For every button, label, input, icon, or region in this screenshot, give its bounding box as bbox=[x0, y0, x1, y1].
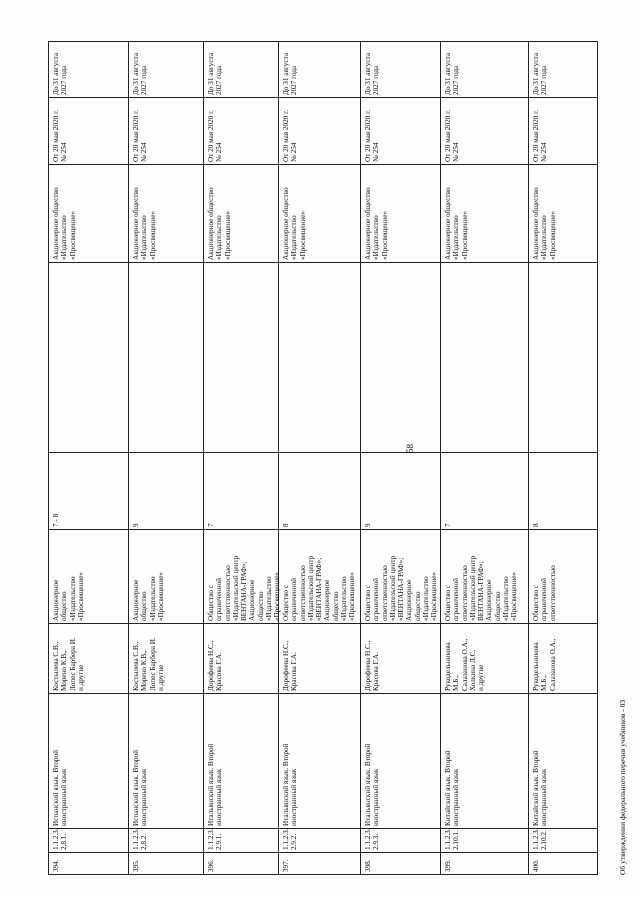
cell-publisher: Общество с ограниченной ответственностью «Издательский центр ВЕНТАНА-ГРАФ»; Акционерное общество «Издательство «Просвещение» bbox=[444, 555, 519, 621]
cell-publisher: Общество с ограниченной ответственностью bbox=[532, 565, 557, 621]
cell-order: От 20 мая 2020 г. № 254 bbox=[444, 109, 461, 162]
cell-authors: Рукодельникова М.Б., Салазанова О.А., Холкина Л.С. и другие bbox=[444, 638, 486, 691]
cell-extra bbox=[444, 263, 528, 453]
cell-authors: Дорофеева Н.С., Красова Г.А. bbox=[364, 640, 381, 691]
cell-publisher: Акционерное общество «Издательство «Просвещение» bbox=[132, 571, 165, 621]
table-row bbox=[128, 41, 203, 875]
cell-code: 1.1.2.3. 2.9.3. bbox=[364, 828, 381, 850]
textbook-table bbox=[48, 41, 598, 875]
cell-title: Испанский язык. Второй иностранный язык bbox=[132, 750, 149, 826]
cell-order: От 20 мая 2020 г. № 254 bbox=[207, 109, 224, 162]
cell-term: До 31 августа 2027 года bbox=[207, 52, 224, 95]
cell-num: 400. bbox=[532, 859, 540, 872]
table-row bbox=[360, 41, 440, 875]
cell-extra bbox=[207, 263, 278, 453]
cell-num: 395. bbox=[132, 859, 140, 872]
cell-org: Акционерное общество «Издательство «Просвещение» bbox=[207, 187, 232, 260]
cell-code: 1.1.2.3. 2.10.1. bbox=[444, 828, 461, 850]
table-row bbox=[48, 41, 128, 875]
cell-org: Акционерное общество «Издательство «Просвещение» bbox=[132, 187, 157, 260]
cell-order: От 20 мая 2020 г. № 254 bbox=[52, 109, 69, 162]
cell-num: 394. bbox=[52, 859, 60, 872]
cell-term: До 31 августа 2027 года bbox=[132, 52, 149, 95]
cell-title: Итальянский язык. Второй иностранный язык bbox=[364, 743, 381, 826]
cell-term: До 31 августа 2027 года bbox=[532, 52, 549, 95]
cell-grade: 9 bbox=[132, 523, 140, 527]
cell-extra bbox=[52, 263, 128, 453]
cell-extra bbox=[532, 263, 598, 453]
cell-code: 1.1.2.3. 2.10.2. bbox=[532, 828, 549, 850]
footer-note: Об утверждении федерального перечня учебников - 03 bbox=[618, 699, 627, 875]
cell-authors: Дорофеева Н.С., Красова Г.А. bbox=[282, 640, 299, 691]
cell-code: 1.1.2.3. 2.9.2. bbox=[282, 828, 299, 850]
cell-publisher: Общество с ограниченной ответственностью «Издательский центр ВЕНТАНА-ГРАФ»; Акционерное общество «Издательство «Просвещение» bbox=[207, 555, 282, 621]
cell-code: 1.1.2.3. 2.9.1. bbox=[207, 828, 224, 850]
table-row bbox=[528, 41, 598, 875]
cell-title: Китайский язык. Второй иностранный язык bbox=[532, 750, 549, 826]
cell-title: Китайский язык. Второй иностранный язык bbox=[444, 750, 461, 826]
cell-authors: Дорофеева Н.С., Красова Г.А. bbox=[207, 640, 224, 691]
cell-grade: 8 bbox=[282, 523, 290, 527]
cell-order: От 20 мая 2020 г. № 254 bbox=[132, 109, 149, 162]
cell-num: 396. bbox=[207, 859, 215, 872]
cell-org: Акционерное общество «Издательство «Просвещение» bbox=[364, 187, 389, 260]
cell-org: Акционерное общество «Издательство «Просвещение» bbox=[52, 187, 77, 260]
cell-org: Акционерное общество «Издательство «Просвещение» bbox=[532, 187, 557, 260]
cell-title: Испанский язык. Второй иностранный язык bbox=[52, 750, 69, 826]
cell-title: Итальянский язык. Второй иностранный язык bbox=[282, 743, 299, 826]
table-row bbox=[440, 41, 528, 875]
cell-org: Акционерное общество «Издательство «Просвещение» bbox=[444, 187, 469, 260]
cell-extra bbox=[282, 263, 360, 453]
cell-authors: Костылева С.В., Морено К.В., Лопес Барбера И. и другие bbox=[52, 637, 85, 691]
cell-term: До 31 августа 2027 года bbox=[282, 52, 299, 95]
cell-publisher: Общество с ограниченной ответственностью «Издательский центр «ВЕНТАНА-ГРАФ»; Акционерное общество «Издательство «Просвещение» bbox=[282, 555, 357, 621]
cell-grade: 7 bbox=[444, 523, 452, 527]
cell-grade: 7 - 8 bbox=[52, 513, 60, 527]
cell-extra bbox=[132, 263, 203, 453]
cell-term: До 31 августа 2027 года bbox=[444, 52, 461, 95]
cell-code: 1.1.2.3. 2.8.1. bbox=[52, 828, 69, 850]
cell-grade: 7 bbox=[207, 523, 215, 527]
cell-term: До 31 августа 2027 года bbox=[364, 52, 381, 95]
cell-order: От 20 мая 2020 г. № 254 bbox=[364, 109, 381, 162]
cell-order: От 20 мая 2020 г. № 254 bbox=[532, 109, 549, 162]
table-row bbox=[203, 41, 282, 875]
cell-title: Итальянский язык. Второй иностранный язык bbox=[207, 743, 224, 826]
cell-num: 399. bbox=[444, 859, 452, 872]
cell-grade: 8 bbox=[532, 523, 540, 527]
cell-authors: Костылева С.В., Морено К.В., Лопес Барбера И. и другие bbox=[132, 637, 165, 691]
cell-order: От 20 мая 2020 г. № 254 bbox=[282, 109, 299, 162]
page-number: 58 bbox=[405, 444, 415, 453]
cell-extra bbox=[364, 263, 440, 453]
cell-num: 398. bbox=[364, 859, 372, 872]
cell-authors: Рукодельникова М.Б., Салазанова О.А., bbox=[532, 638, 557, 691]
cell-publisher: Общество с ограниченной ответственностью «Издательский центр «ВЕНТАНА-ГРАФ»; Акционерное общество «Издательство «Просвещение» bbox=[364, 555, 439, 621]
cell-term: До 31 августа 2027 года bbox=[52, 52, 69, 95]
table-row bbox=[278, 41, 360, 875]
cell-publisher: Акционерное общество «Издательство «Просвещение» bbox=[52, 571, 85, 621]
cell-code: 1.1.2.3. 2.8.2. bbox=[132, 828, 149, 850]
cell-org: Акционерное общество «Издательство «Просвещение» bbox=[282, 187, 307, 260]
cell-num: 397. bbox=[282, 859, 290, 872]
cell-grade: 9 bbox=[364, 523, 372, 527]
